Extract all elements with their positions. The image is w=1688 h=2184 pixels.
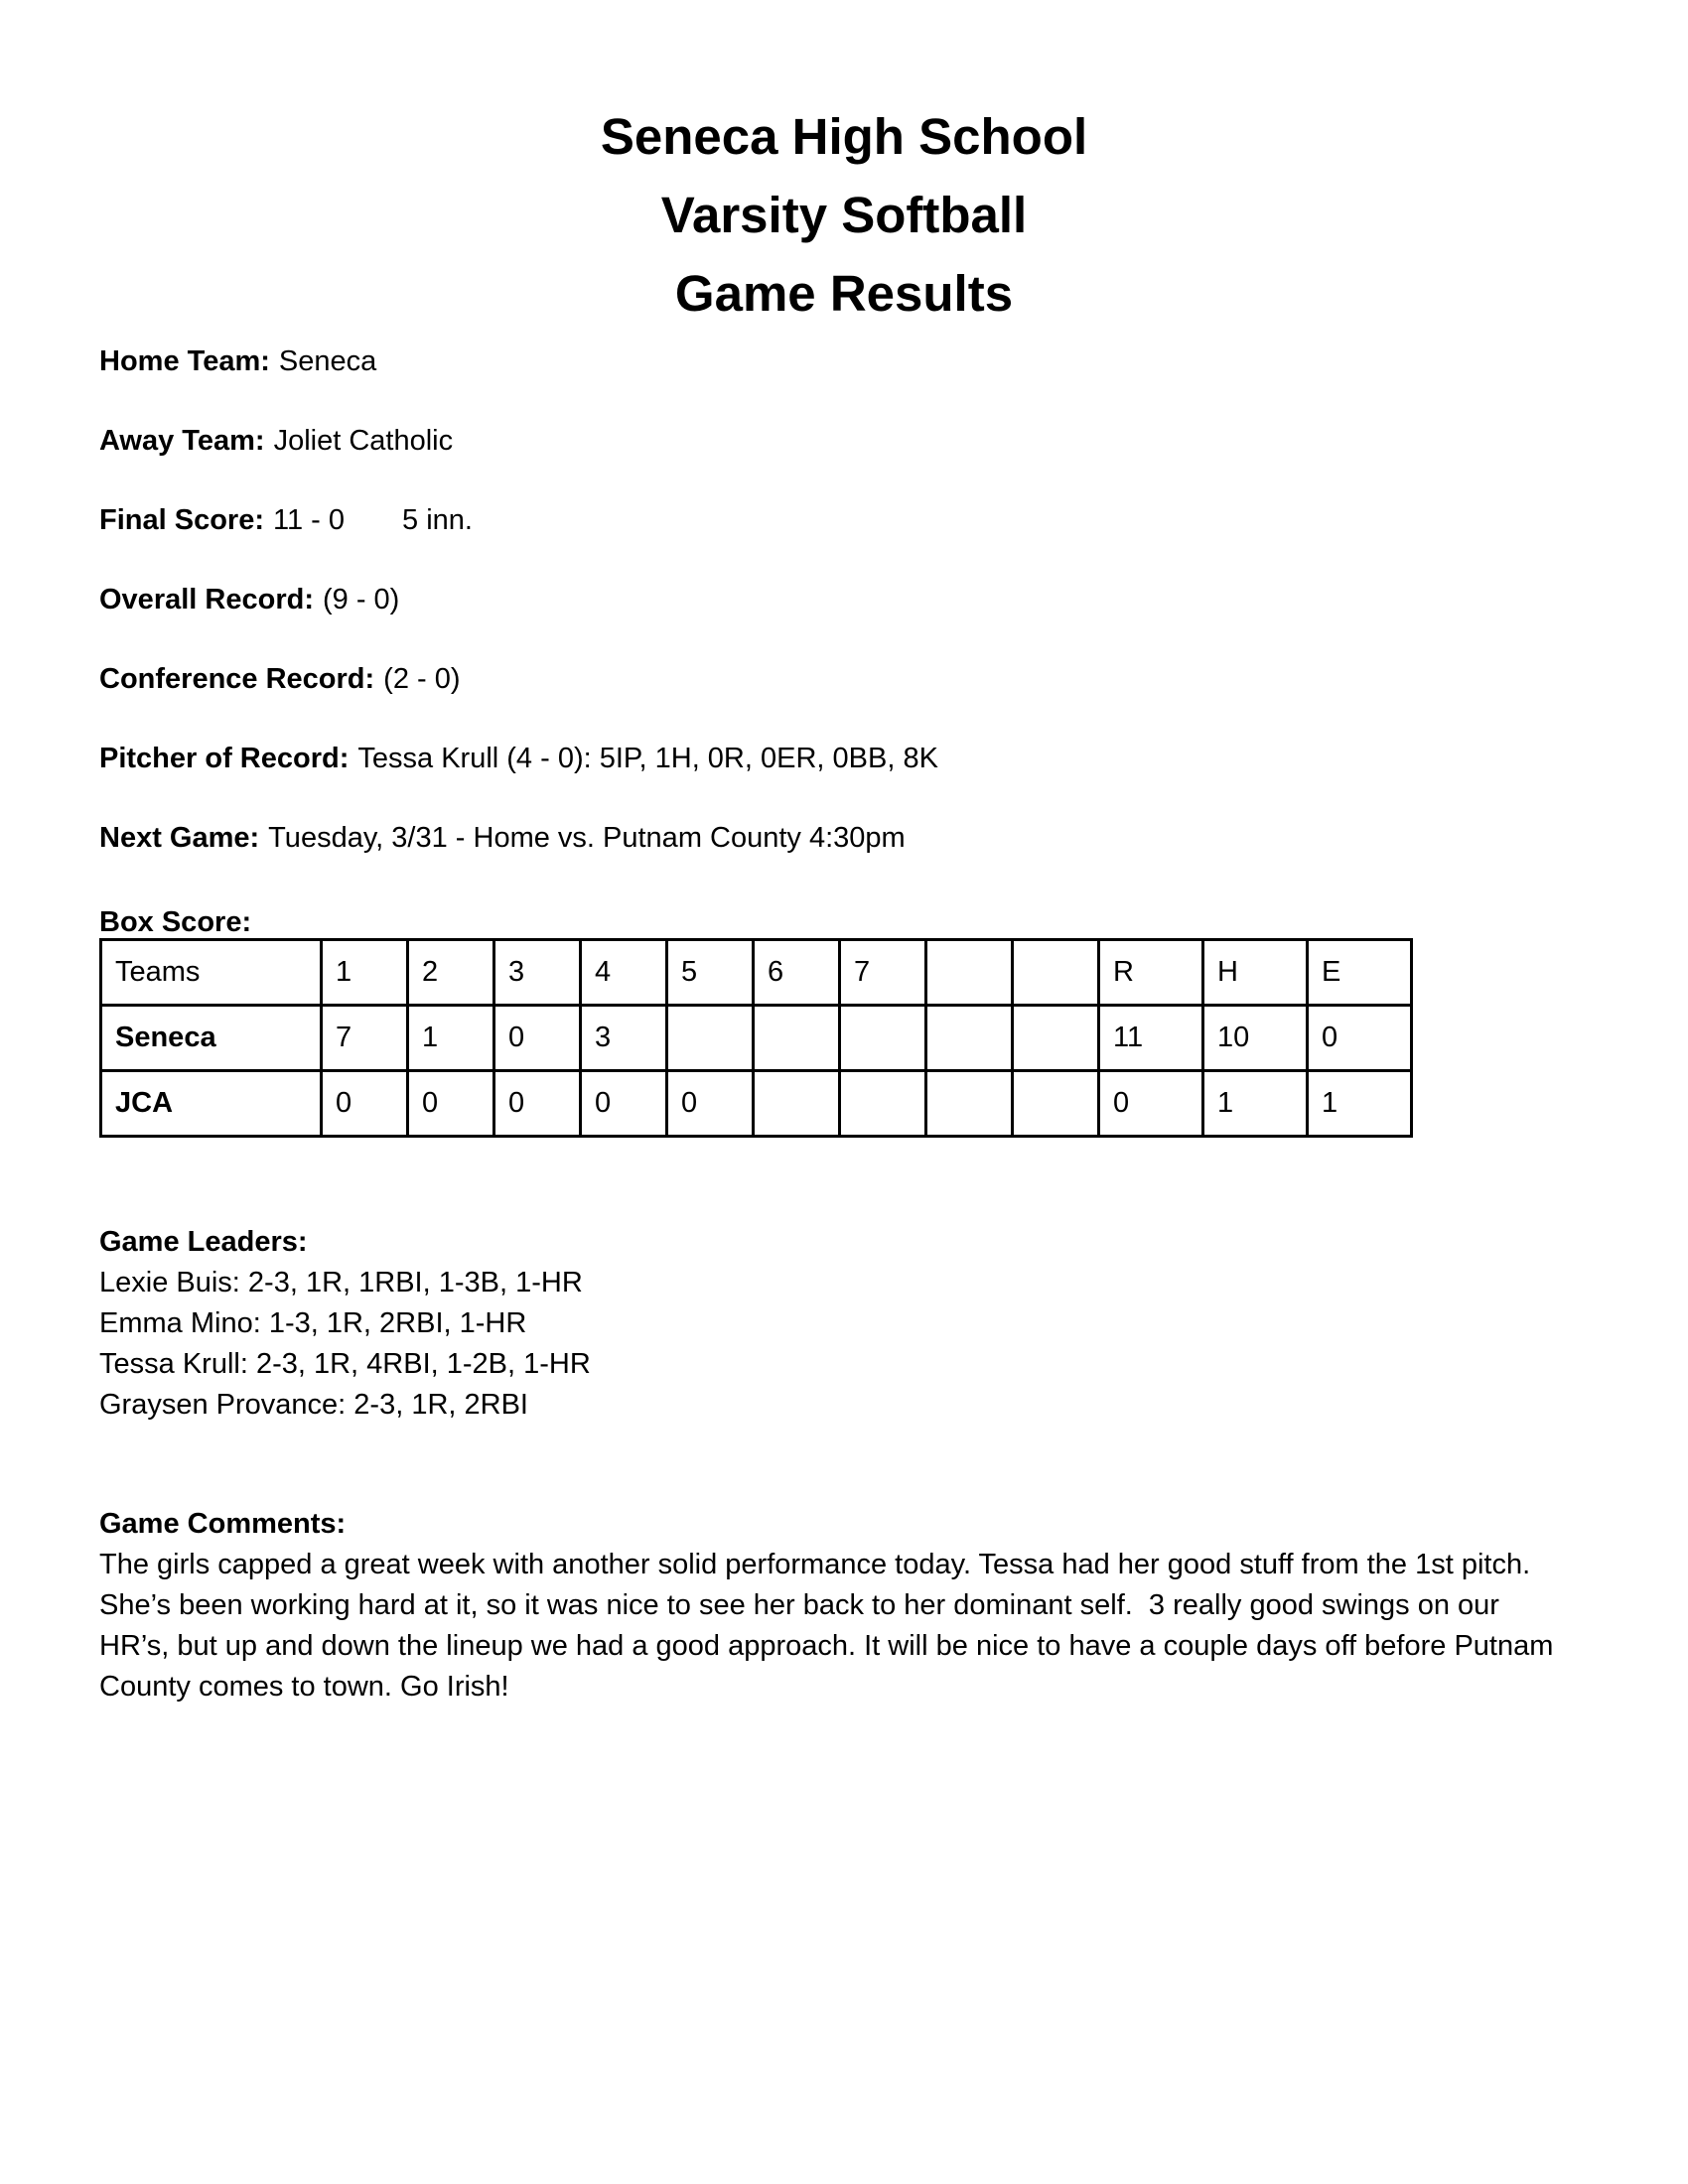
- box-score-table: [99, 938, 1413, 1138]
- header-cell-inning-4: 4: [581, 940, 667, 1006]
- box-score-row-seneca: [101, 1006, 1412, 1071]
- game-comments-section: [99, 1504, 1562, 1707]
- header-cell-inning-2: 2: [408, 940, 494, 1006]
- game-leaders-section: [99, 1222, 1589, 1426]
- leader-line: Lexie Buis: 2-3, 1R, 1RBI, 1-3B, 1-HR: [99, 1267, 583, 1298]
- box-score-row-jca: [101, 1071, 1412, 1137]
- home-team-label: Home Team:: [99, 345, 270, 377]
- next-game-label: Next Game:: [99, 822, 260, 854]
- hits-cell: 1: [1203, 1071, 1308, 1137]
- errors-cell: 1: [1308, 1071, 1412, 1137]
- runs-cell: 11: [1099, 1006, 1203, 1071]
- title-line-school: Seneca High School: [600, 108, 1088, 165]
- score-cell: 0: [408, 1071, 494, 1137]
- hits-cell: 10: [1203, 1006, 1308, 1071]
- conference-record-line: [99, 662, 1589, 696]
- score-cell: [840, 1006, 926, 1071]
- header-cell-errors: E: [1308, 940, 1412, 1006]
- away-team-label: Away Team:: [99, 425, 265, 457]
- final-score-label: Final Score:: [99, 504, 264, 536]
- score-cell: 0: [581, 1071, 667, 1137]
- title-line-type: Game Results: [674, 265, 1014, 322]
- score-cell: [667, 1006, 754, 1071]
- home-team-line: [99, 344, 1589, 378]
- header-cell-teams: Teams: [101, 940, 322, 1006]
- document-title: [0, 97, 1688, 333]
- box-score-header-row: [101, 940, 1412, 1006]
- header-cell-inning-6: 6: [754, 940, 840, 1006]
- team-name-cell: Seneca: [101, 1006, 322, 1071]
- score-cell: 0: [322, 1071, 408, 1137]
- innings-value: 5 inn.: [402, 504, 473, 536]
- overall-record-label: Overall Record:: [99, 584, 314, 615]
- leader-line: Tessa Krull: 2-3, 1R, 4RBI, 1-2B, 1-HR: [99, 1348, 591, 1380]
- leader-line: Emma Mino: 1-3, 1R, 2RBI, 1-HR: [99, 1307, 527, 1339]
- score-cell: 0: [494, 1071, 581, 1137]
- away-team-line: [99, 424, 1589, 458]
- score-cell: [1013, 1071, 1099, 1137]
- score-cell: [754, 1071, 840, 1137]
- score-cell: [926, 1006, 1013, 1071]
- away-team-value: Joliet Catholic: [273, 425, 454, 457]
- game-leaders-heading: Game Leaders:: [99, 1226, 308, 1258]
- final-score-value: 11 - 0: [273, 504, 346, 536]
- header-cell-inning-3: 3: [494, 940, 581, 1006]
- overall-record-line: [99, 583, 1589, 616]
- home-team-value: Seneca: [278, 345, 377, 377]
- score-cell: [926, 1071, 1013, 1137]
- game-comments-text: The girls capped a great week with another solid performance today. Tessa had her good stuff from the 1st pitch. She’s been working hard at it, so it was nice to see her back to her dominant self. 3 really good swings on our HR’s, but up and down the lineup we had a good approach. It will be nice to have a couple days off before Putnam County comes to town. Go Irish!: [99, 1549, 1562, 1703]
- errors-cell: 0: [1308, 1006, 1412, 1071]
- score-cell: 0: [667, 1071, 754, 1137]
- score-cell: 0: [494, 1006, 581, 1071]
- next-game-value: Tuesday, 3/31 - Home vs. Putnam County 4:30pm: [268, 822, 906, 854]
- title-line-team: Varsity Softball: [660, 187, 1028, 243]
- score-cell: 7: [322, 1006, 408, 1071]
- header-cell-runs: R: [1099, 940, 1203, 1006]
- pitcher-of-record-label: Pitcher of Record:: [99, 743, 350, 774]
- game-comments-heading: Game Comments:: [99, 1508, 347, 1540]
- score-cell: 3: [581, 1006, 667, 1071]
- score-cell: 1: [408, 1006, 494, 1071]
- score-cell: [1013, 1006, 1099, 1071]
- conference-record-label: Conference Record:: [99, 663, 375, 695]
- next-game-line: [99, 821, 1589, 855]
- overall-record-value: (9 - 0): [322, 584, 400, 615]
- final-score-line: [99, 503, 1589, 537]
- pitcher-of-record-line: [99, 742, 1589, 775]
- conference-record-value: (2 - 0): [383, 663, 461, 695]
- header-cell-blank-1: [926, 940, 1013, 1006]
- header-cell-inning-7: 7: [840, 940, 926, 1006]
- team-name-cell: JCA: [101, 1071, 322, 1137]
- runs-cell: 0: [1099, 1071, 1203, 1137]
- pitcher-of-record-value: Tessa Krull (4 - 0): 5IP, 1H, 0R, 0ER, 0BB, 8K: [357, 743, 938, 774]
- score-cell: [754, 1006, 840, 1071]
- header-cell-blank-2: [1013, 940, 1099, 1006]
- header-cell-inning-1: 1: [322, 940, 408, 1006]
- game-info-section: [99, 344, 1589, 900]
- header-cell-inning-5: 5: [667, 940, 754, 1006]
- header-cell-hits: H: [1203, 940, 1308, 1006]
- score-cell: [840, 1071, 926, 1137]
- leader-line: Graysen Provance: 2-3, 1R, 2RBI: [99, 1389, 528, 1421]
- box-score-heading: Box Score:: [99, 906, 252, 938]
